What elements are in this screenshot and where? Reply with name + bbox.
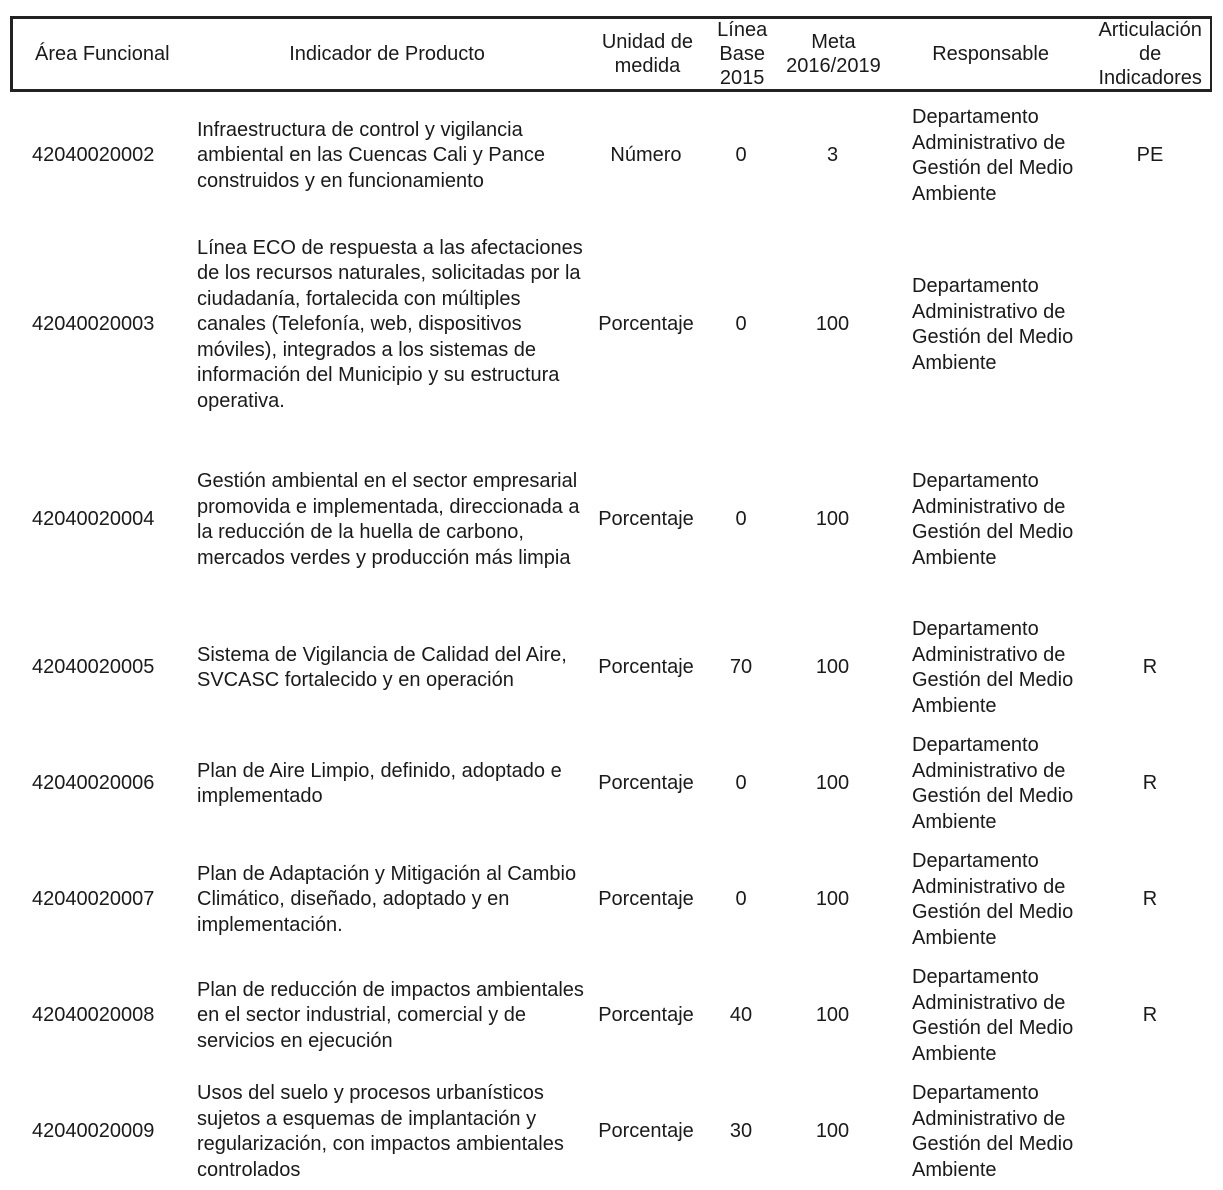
cell-linea-base: 0 (735, 313, 747, 336)
header-linea-line2: Base (719, 43, 765, 65)
cell-area-funcional: 42040020005 (32, 656, 155, 679)
cell-meta: 3 (826, 144, 839, 167)
cell-responsable: Departamento Administrativo de Gestión del Medio Ambiente (912, 1082, 1074, 1181)
header-area-funcional: Área Funcional (35, 43, 170, 65)
cell-meta: 100 (815, 772, 850, 795)
cell-unidad: Porcentaje (598, 508, 694, 531)
cell-responsable: Departamento Administrativo de Gestión del Medio Ambiente (912, 850, 1074, 949)
header-linea-base (708, 18, 776, 90)
cell-linea-base: 0 (735, 888, 747, 911)
cell-unidad: Porcentaje (598, 656, 694, 679)
cell-responsable: Departamento Administrativo de Gestión del Medio Ambiente (912, 966, 1074, 1065)
cell-area-funcional: 42040020002 (32, 144, 155, 167)
cell-indicador: Línea ECO de respuesta a las afectaciones de los recursos naturales, solicitadas por la ciudadanía, fortalecida con múltiples canales (Telefonía, web, dispositivos móviles), integrados a los sistemas de información del Municipio y su estructura operativa. (197, 236, 583, 412)
header-articulacion (1090, 18, 1210, 90)
cell-unidad: Porcentaje (598, 1120, 694, 1143)
cell-unidad: Número (610, 144, 682, 167)
cell-meta: 100 (815, 1120, 850, 1143)
table-header (10, 16, 1212, 92)
cell-area-funcional: 42040020007 (32, 888, 155, 911)
header-linea-line3: 2015 (719, 67, 765, 89)
table-row (10, 1074, 1212, 1190)
cell-unidad: Porcentaje (598, 888, 694, 911)
cell-indicador: Gestión ambiental en el sector empresarial promovida e implementada, direccionada a la reducción de la huella de carbono, mercados verdes y producción más limpia (197, 470, 580, 569)
cell-responsable: Departamento Administrativo de Gestión del Medio Ambiente (912, 734, 1074, 833)
cell-meta: 100 (815, 888, 850, 911)
cell-area-funcional: 42040020003 (32, 313, 155, 336)
cell-meta: 100 (815, 1004, 850, 1027)
header-art-line2: de (1139, 43, 1162, 65)
header-meta-line1: Meta (811, 31, 856, 53)
header-art-line1: Articulación (1098, 19, 1202, 41)
cell-meta: 100 (815, 508, 850, 531)
cell-linea-base: 40 (729, 1004, 753, 1027)
cell-indicador: Infraestructura de control y vigilancia ambiental en las Cuencas Cali y Pance construidos y en funcionamiento (197, 118, 545, 192)
cell-indicador: Plan de reducción de impactos ambientales en el sector industrial, comercial y de servicios en ejecución (197, 978, 584, 1052)
header-unidad-medida (587, 30, 709, 78)
cell-indicador: Sistema de Vigilancia de Calidad del Aire, SVCASC fortalecido y en operación (197, 643, 567, 691)
cell-responsable: Departamento Administrativo de Gestión del Medio Ambiente (912, 275, 1074, 374)
cell-unidad: Porcentaje (598, 1004, 694, 1027)
cell-articulacion: R (1142, 656, 1158, 679)
table-body (10, 92, 1212, 1190)
cell-indicador: Usos del suelo y procesos urbanísticos sujetos a esquemas de implantación y regularización, con impactos ambientales controlados (197, 1082, 564, 1181)
header-unidad-line1: Unidad de (601, 31, 694, 53)
cell-indicador: Plan de Adaptación y Mitigación al Cambio Climático, diseñado, adoptado y en implementación. (197, 862, 577, 936)
cell-area-funcional: 42040020008 (32, 1004, 155, 1027)
cell-area-funcional: 42040020006 (32, 772, 155, 795)
cell-unidad: Porcentaje (598, 772, 694, 795)
cell-meta: 100 (815, 313, 850, 336)
header-art-line3: Indicadores (1098, 67, 1202, 89)
header-responsable: Responsable (932, 43, 1049, 65)
cell-articulacion: R (1142, 772, 1158, 795)
cell-unidad: Porcentaje (598, 313, 694, 336)
header-unidad-line2: medida (614, 55, 681, 77)
table-row (10, 430, 1212, 610)
table-row (10, 726, 1212, 842)
cell-responsable: Departamento Administrativo de Gestión del Medio Ambiente (912, 618, 1074, 717)
cell-articulacion: R (1142, 1004, 1158, 1027)
cell-responsable: Departamento Administrativo de Gestión del Medio Ambiente (912, 470, 1074, 569)
header-meta-line2: 2016/2019 (786, 55, 881, 77)
cell-linea-base: 30 (729, 1120, 753, 1143)
cell-linea-base: 70 (729, 656, 753, 679)
table-row (10, 958, 1212, 1074)
header-indicador-producto: Indicador de Producto (289, 43, 485, 65)
cell-linea-base: 0 (735, 144, 747, 167)
table-row (10, 92, 1212, 220)
table-row (10, 842, 1212, 958)
cell-area-funcional: 42040020009 (32, 1120, 155, 1143)
cell-indicador: Plan de Aire Limpio, definido, adoptado e implementado (197, 759, 562, 807)
cell-articulacion: PE (1136, 144, 1164, 167)
table-row (10, 220, 1212, 430)
cell-articulacion: R (1142, 888, 1158, 911)
header-meta (776, 30, 891, 78)
cell-linea-base: 0 (735, 508, 747, 531)
header-linea-line1: Línea (717, 19, 768, 41)
table-row (10, 610, 1212, 726)
cell-linea-base: 0 (735, 772, 747, 795)
cell-responsable: Departamento Administrativo de Gestión del Medio Ambiente (912, 106, 1074, 205)
cell-area-funcional: 42040020004 (32, 508, 155, 531)
cell-meta: 100 (815, 656, 850, 679)
